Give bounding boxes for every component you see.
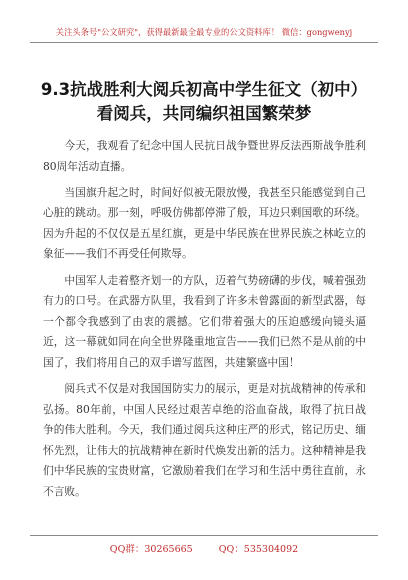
footer-qq: QQ：535304092 <box>218 544 299 555</box>
footer-divider <box>30 535 378 536</box>
header-divider <box>30 42 378 43</box>
document-subtitle: 看阅兵，共同编织祖国繁荣梦 <box>96 104 312 123</box>
body-paragraph-3: 中国军人走着整齐划一的方队，迈着气势磅礴的步伐，喊着强劲有力的口号。在武器方队里，我看到了许多未曾露面的新型武器，每一个都令我感到了由衷的震撼。它们带着强大的压迫感缓向镜头逼近，这一幕就如同在向全世界隆重地宣告——我们已然不是从前的中国了，我们将用自己的双手谱写蓝图，共建繁盛中国！ <box>43 273 366 369</box>
footer-qq-group: QQ群：30265665 <box>109 544 193 555</box>
footer-contact <box>0 541 408 555</box>
header-note: 关注头条号"公文研究"，获得最新最全最专业的公文资料库！ 微信：gongwenyj <box>55 27 353 37</box>
document-title: 9.3抗战胜利大阅兵初高中学生征文（初中） <box>40 80 368 99</box>
body-paragraph-1: 今天，我观看了纪念中国人民抗日战争暨世界反法西斯战争胜利80周年活动直播。 <box>43 139 366 173</box>
body-paragraph-2: 当国旗升起之时，时间好似被无限放慢，我甚至只能感觉到自己心脏的跳动。那一刻，呼吸仿佛都停滞了般，耳边只剩国歌的环绕。因为升起的不仅仅是五星红旗，更是中华民族在世界民族之林屹立的象征——我们不再受任何欺辱。 <box>43 185 366 261</box>
body-paragraph-4: 阅兵式不仅是对我国国防实力的展示，更是对抗战精神的传承和弘扬。80年前，中国人民经过艰苦卓绝的浴血奋战，取得了抗日战争的伟大胜利。今天，我们通过阅兵这种庄严的形式，铭记历史、缅怀先烈，让伟大的抗战精神在新时代焕发出新的活力。这种精神是我们中华民族的宝贵财富，它激励着我们在学习和生活中勇往直前，永不言败。 <box>43 382 366 498</box>
document-body <box>43 136 366 508</box>
